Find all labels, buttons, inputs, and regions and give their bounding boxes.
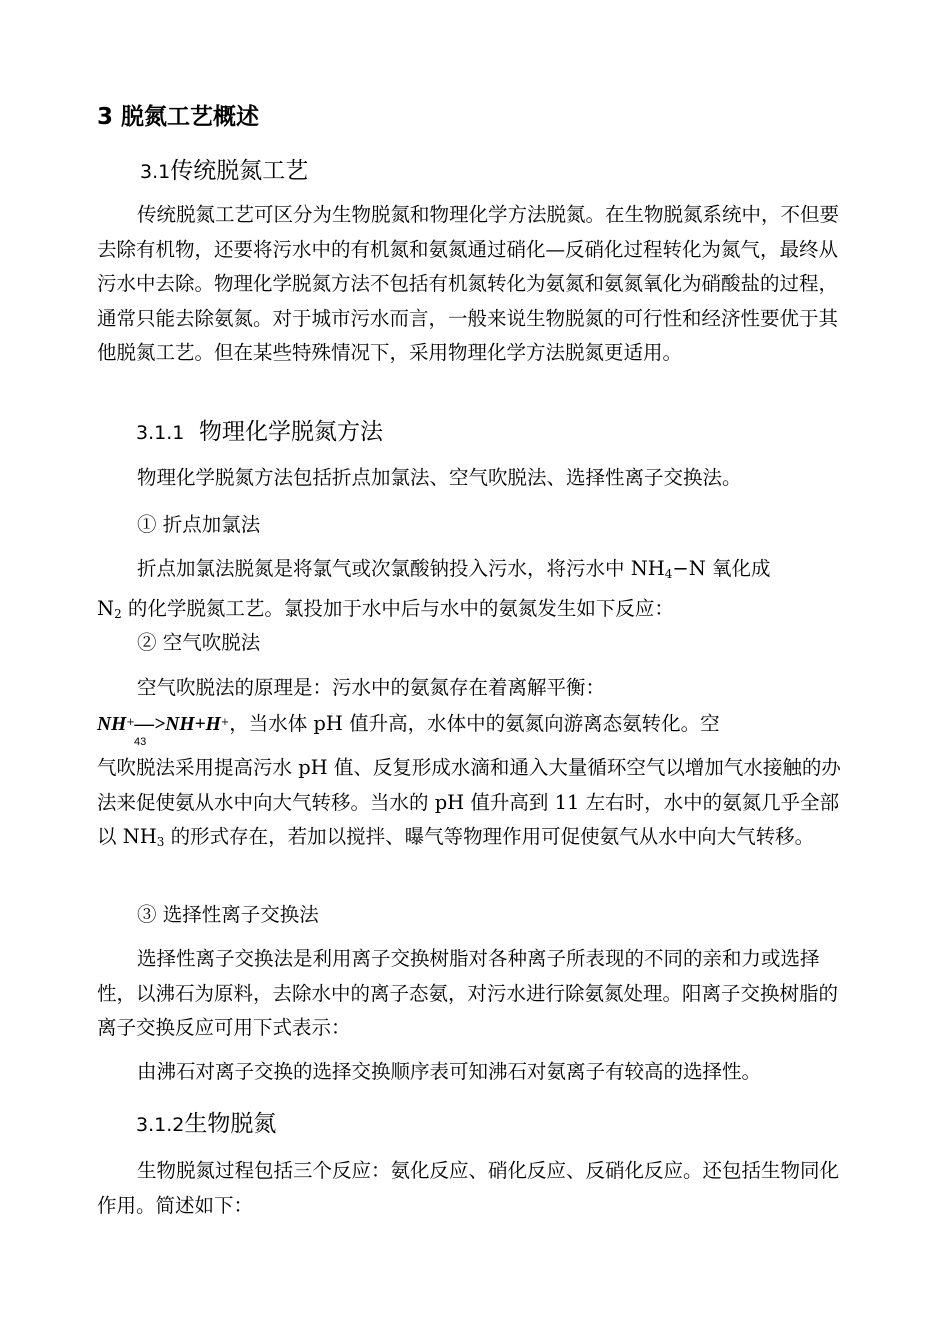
paragraph-intro (97, 198, 857, 371)
text-part: −N 氧化成 (672, 557, 771, 580)
section-number: 3.1 (140, 161, 171, 183)
paragraph-biological (97, 1154, 857, 1223)
reaction-arrow: —> (134, 714, 166, 735)
subscript-43: 43 (134, 736, 147, 748)
list-item-breakpoint-chlorination: ① 折点加氯法 (137, 513, 261, 536)
text-part: 气吹脱法采用提高污水 pH 值、反复形成水滴和通入大量循环空气以增加气水接触的办法来促使氨从水中向大气转移。当水的 pH 值升高到 11 左右时，水中的氨氮几乎全部以 NH (97, 756, 841, 848)
text-part: 折点加氯法脱氮是将氯气或次氯酸钠投入污水，将污水中 NH (137, 557, 665, 580)
formula-nh4: NH (97, 714, 127, 735)
section-title: 生物脱氮 (184, 1111, 277, 1137)
paragraph-text: 选择性离子交换法是利用离子交换树脂对各种离子所表现的不同的亲和力或选择性，以沸石为原料，去除水中的离子态氨，对污水进行除氨氮处理。阳离子交换树脂的离子交换反应可用下式表示： (97, 947, 839, 1039)
paragraph-breakpoint (97, 552, 857, 631)
section-title: 物理化学脱氮方法 (198, 419, 383, 445)
section-title: 传统脱氮工艺 (170, 158, 309, 184)
superscript: + (126, 717, 135, 728)
chapter-heading: 3 脱氮工艺概述 (97, 104, 260, 130)
text-part: 的化学脱氮工艺。氯投加于水中后与水中的氨氮发生如下反应： (121, 596, 674, 620)
section-heading-3-1-1 (136, 413, 383, 446)
text-part: N (97, 596, 115, 620)
subscript: 3 (156, 835, 165, 849)
text-part: 的形式存在，若加以搅拌、曝气等物理作用可促使氨气从水中向大气转移。 (164, 825, 815, 848)
paragraph-text: 传统脱氮工艺可区分为生物脱氮和物理化学方法脱氮。在生物脱氮系统中，不但要去除有机物，还要将污水中的有机氮和氨氮通过硝化—反硝化过程转化为氮气，最终从污水中去除。物理化学脱氮方法不包括有机氮转化为氨氮和氨氮氧化为硝酸盐的过程，通常只能去除氨氮。对于城市污水而言，一般来说生物脱氮的可行性和经济性要优于其他脱氮工艺。但在某些特殊情况下，采用物理化学方法脱氮更适用。 (97, 203, 840, 364)
list-item-ion-exchange: ③ 选择性离子交换法 (137, 903, 319, 926)
superscript: + (220, 717, 230, 728)
paragraph-air-stripping-principle: 空气吹脱法的原理是：污水中的氨氮存在着离解平衡： (137, 676, 606, 699)
list-item-air-stripping: ② 空气吹脱法 (137, 631, 261, 654)
paragraph-methods: 物理化学脱氮方法包括折点加氯法、空气吹脱法、选择性离子交换法。 (137, 466, 742, 489)
section-number: 3.1.2 (136, 1114, 185, 1136)
equilibrium-equation (97, 708, 720, 748)
formula-h: +H (194, 714, 221, 735)
formula-nh3: NH (165, 714, 195, 735)
equation-text: ，当水体 pH 值升高，水体中的氨氮向游离态氨转化。空 (229, 712, 720, 735)
paragraph-air-stripping (97, 751, 857, 860)
paragraph-ion-exchange (97, 942, 857, 1046)
paragraph-text: 生物脱氮过程包括三个反应：氨化反应、硝化反应、反硝化反应。还包括生物同化作用。简述如下： (97, 1159, 840, 1217)
paragraph-zeolite: 由沸石对离子交换的选择交换顺序表可知沸石对氨离子有较高的选择性。 (137, 1060, 762, 1083)
subscript: 2 (114, 606, 122, 621)
subscript: 4 (664, 567, 673, 581)
section-heading-3-1-2 (136, 1105, 276, 1138)
section-number: 3.1.1 (136, 422, 185, 444)
section-heading-3-1 (140, 152, 308, 185)
